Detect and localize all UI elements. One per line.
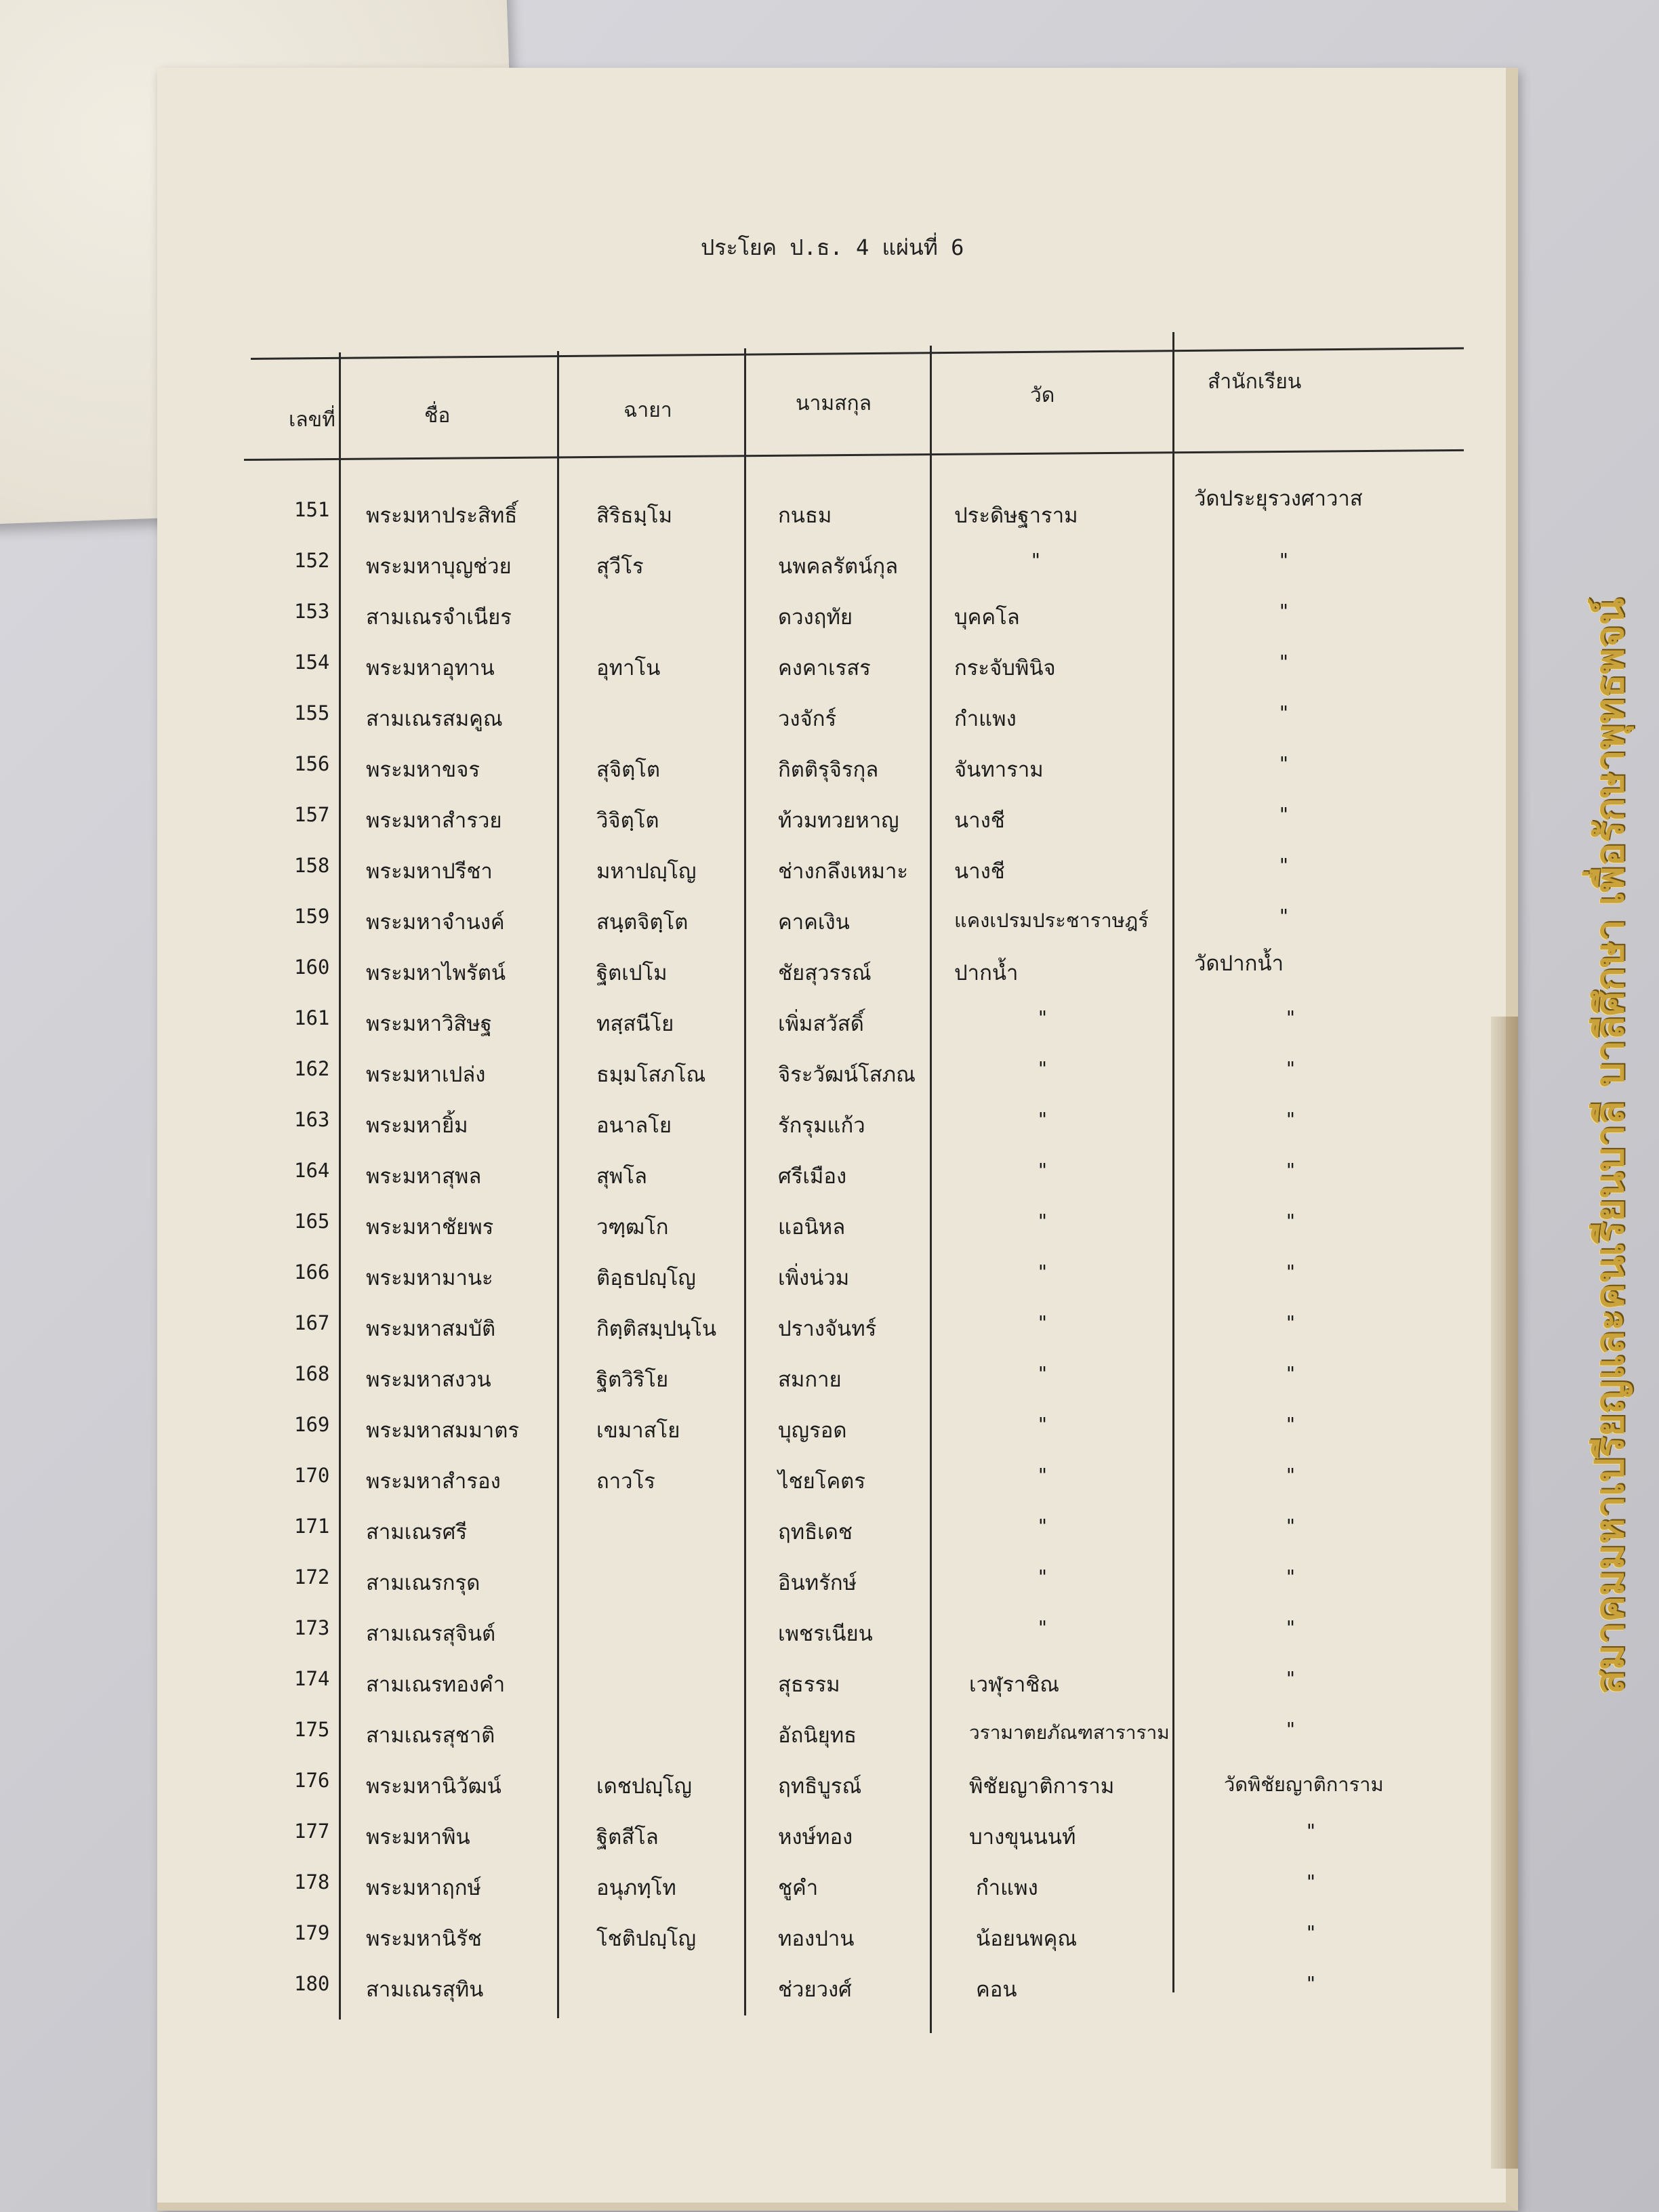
row-surname: สุธรรม [778, 1673, 840, 1697]
table-row [0, 1616, 1659, 1666]
table-row [0, 1464, 1659, 1514]
row-name: พระมหามานะ [366, 1266, 493, 1290]
row-surname: รักรุมแก้ว [778, 1113, 865, 1138]
row-number: 160 [294, 956, 330, 979]
row-chaya: วฑฺฒโก [596, 1215, 669, 1240]
row-surname: ฤทธิบูรณ์ [778, 1774, 862, 1799]
row-surname: ศรีเมือง [778, 1164, 847, 1189]
row-name: พระมหาสำรวย [366, 808, 502, 833]
row-school: " [1278, 905, 1290, 927]
row-number: 177 [294, 1820, 330, 1843]
row-school: " [1285, 1210, 1296, 1232]
row-wat: บุคคโล [954, 605, 1020, 630]
row-wat: นางชี [954, 808, 1005, 833]
row-wat: พิชัยญาติการาม [969, 1774, 1115, 1799]
row-surname: สมกาย [778, 1368, 842, 1392]
row-wat: นางชี [954, 859, 1005, 884]
header-chaya: ฉายา [623, 398, 672, 422]
table-row [0, 1870, 1659, 1921]
header-school: สำนักเรียน [1208, 370, 1302, 394]
watermark: สมาคมมหาเปรียญและคนเรียนบาลี บาลีศึกษา เพื่อรักษาพุทธพจน์ [1586, 598, 1633, 1694]
row-chaya: สุพโล [596, 1164, 648, 1189]
table-row [0, 1921, 1659, 1971]
row-name: พระมหาสุพล [366, 1164, 482, 1189]
table-row [0, 803, 1659, 853]
document-title: ประโยค ป.ธ. 4 แผ่นที่ 6 [701, 234, 964, 260]
row-surname: ท้วมทวยหาญ [778, 808, 899, 833]
row-wat: กำแพง [976, 1876, 1038, 1900]
row-surname: ปรางจันทร์ [778, 1317, 877, 1341]
row-school: " [1285, 1616, 1296, 1639]
row-number: 172 [294, 1565, 330, 1589]
row-school: " [1305, 1870, 1317, 1893]
table-row [0, 1718, 1659, 1768]
row-wat: กระจับพินิจ [954, 656, 1056, 680]
row-wat: " [1037, 1616, 1048, 1639]
row-chaya: ทสฺสนีโย [596, 1012, 674, 1036]
row-chaya: อนุภทฺโท [596, 1876, 676, 1900]
table-row [0, 951, 1659, 1006]
row-name: พระมหาชัยพร [366, 1215, 494, 1240]
row-school: " [1285, 1718, 1296, 1740]
row-name: พระมหาพิน [366, 1825, 470, 1849]
row-chaya: ฐิตวิริโย [596, 1368, 669, 1392]
row-wat: คอน [976, 1978, 1017, 2002]
header-surname: นามสกุล [796, 392, 872, 415]
row-surname: ทองปาน [778, 1927, 855, 1951]
row-surname: กิตติรุจิรกุล [778, 758, 879, 782]
row-number: 176 [294, 1769, 330, 1792]
row-surname: ชูคำ [778, 1876, 819, 1900]
row-school: " [1285, 1057, 1296, 1080]
row-wat: " [1037, 1006, 1048, 1029]
row-name: พระมหาปรีชา [366, 859, 493, 884]
table-row [0, 1769, 1659, 1819]
row-number: 159 [294, 905, 330, 928]
row-surname: คงคาเรสร [778, 656, 871, 680]
row-school: " [1305, 1972, 1317, 1994]
row-number: 155 [294, 701, 330, 724]
row-chaya: อุทาโน [596, 656, 661, 680]
row-school: " [1285, 1108, 1296, 1130]
table-row [0, 1820, 1659, 1870]
row-name: พระมหาไพรัตน์ [366, 961, 506, 985]
row-school: " [1278, 651, 1290, 673]
row-number: 180 [294, 1972, 330, 1995]
row-school: " [1285, 1413, 1296, 1435]
row-school: " [1278, 600, 1290, 622]
table-row [0, 1108, 1659, 1158]
table-row [0, 1413, 1659, 1463]
row-surname: วงจักร์ [778, 707, 837, 731]
row-chaya: เขมาสโย [596, 1418, 680, 1443]
row-wat: " [1037, 1108, 1048, 1130]
row-number: 170 [294, 1464, 330, 1487]
row-name: พระมหานิวัฒน์ [366, 1774, 501, 1799]
row-surname: หงษ์ทอง [778, 1825, 853, 1849]
row-number: 153 [294, 600, 330, 623]
table-row [0, 854, 1659, 904]
row-wat: น้อยนพคุณ [976, 1927, 1078, 1951]
row-surname: ไชยโคตร [778, 1469, 865, 1494]
row-chaya: ธมฺมโสภโณ [596, 1063, 706, 1087]
row-school: วัดประยุรวงศาวาส [1194, 487, 1363, 511]
row-school: " [1278, 854, 1290, 876]
row-name: พระมหาเปล่ง [366, 1063, 486, 1087]
row-chaya: ถาวโร [596, 1469, 655, 1494]
row-number: 156 [294, 752, 330, 775]
row-number: 178 [294, 1870, 330, 1893]
row-school: " [1278, 549, 1290, 571]
row-number: 179 [294, 1921, 330, 1944]
row-surname: ดวงฤทัย [778, 605, 853, 630]
row-name: สามเณรกรุด [366, 1571, 480, 1595]
row-wat: เวฬุราชิณ [969, 1673, 1060, 1697]
row-number: 173 [294, 1616, 330, 1639]
row-number: 151 [294, 498, 330, 521]
row-chaya: ติอฺธปญฺโญ [596, 1266, 696, 1290]
row-name: พระมหาบุญช่วย [366, 554, 512, 579]
table-row [0, 1159, 1659, 1209]
row-number: 174 [294, 1667, 330, 1690]
row-wat: " [1037, 1057, 1048, 1080]
row-name: พระมหาขจร [366, 758, 480, 782]
row-chaya: สนฺตจิตฺโต [596, 910, 689, 935]
row-surname: เพิ่มสวัสดิ์ [778, 1012, 864, 1036]
row-name: สามเณรสุชาติ [366, 1723, 495, 1748]
row-wat: " [1037, 1464, 1048, 1486]
table-row [0, 1362, 1659, 1412]
row-chaya: ฐิตเปโม [596, 961, 668, 985]
row-number: 175 [294, 1718, 330, 1741]
row-school: " [1285, 1362, 1296, 1385]
row-name: พระมหาฤกษ์ [366, 1876, 481, 1900]
row-surname: อินทรักษ์ [778, 1571, 857, 1595]
row-name: สามเณรสุทิน [366, 1978, 484, 2002]
row-surname: อัถนิยุทธ [778, 1723, 857, 1748]
row-wat: บางขุนนนท์ [969, 1825, 1076, 1849]
row-number: 152 [294, 549, 330, 572]
row-number: 163 [294, 1108, 330, 1131]
table-row [0, 1515, 1659, 1565]
table-row [0, 549, 1659, 599]
table-row [0, 905, 1659, 955]
row-number: 158 [294, 854, 330, 877]
row-school: " [1285, 1311, 1296, 1334]
table-row [0, 651, 1659, 701]
table-row [0, 752, 1659, 802]
row-number: 167 [294, 1311, 330, 1334]
row-number: 171 [294, 1515, 330, 1538]
row-wat: " [1037, 1311, 1048, 1334]
row-name: สามเณรศรี [366, 1520, 468, 1544]
row-surname: คาคเงิน [778, 910, 850, 935]
row-name: พระมหาสมมาตร [366, 1418, 519, 1443]
row-number: 169 [294, 1413, 330, 1436]
row-name: พระมหาสงวน [366, 1368, 491, 1392]
row-name: สามเณรสมคูณ [366, 707, 503, 731]
row-wat: " [1037, 1210, 1048, 1232]
table-row [0, 1972, 1659, 2022]
row-number: 166 [294, 1261, 330, 1284]
row-number: 168 [294, 1362, 330, 1385]
row-wat: ปากน้ำ [954, 961, 1019, 985]
row-school: " [1285, 1006, 1296, 1029]
row-school: " [1285, 1159, 1296, 1181]
row-surname: กนธม [778, 504, 832, 528]
row-wat: " [1037, 1413, 1048, 1435]
row-school: วัดพิชัยญาติการาม [1224, 1773, 1384, 1796]
row-name: พระมหาประสิทธิ์ [366, 504, 518, 528]
row-school: " [1305, 1820, 1317, 1842]
row-surname: แอนิหล [778, 1215, 846, 1240]
row-number: 165 [294, 1210, 330, 1233]
row-surname: เพิ่งน่วม [778, 1266, 850, 1290]
row-chaya: โชติปญฺโญ [596, 1927, 696, 1951]
row-surname: จิระวัฒน์โสภณ [778, 1063, 916, 1087]
row-number: 161 [294, 1006, 330, 1029]
row-school: " [1285, 1515, 1296, 1537]
row-surname: นพคลรัตน์กุล [778, 554, 899, 579]
header-no: เลขที่ [289, 408, 335, 432]
row-chaya: สุวีโร [596, 554, 644, 579]
row-name: พระมหายิ้ม [366, 1113, 468, 1138]
row-surname: เพชรเนียน [778, 1622, 873, 1646]
table-row [0, 1261, 1659, 1311]
row-name: สามเณรทองคำ [366, 1673, 506, 1697]
row-school: " [1278, 701, 1290, 724]
row-number: 162 [294, 1057, 330, 1080]
row-wat: " [1037, 1515, 1048, 1537]
row-name: พระมหาอุทาน [366, 656, 495, 680]
row-surname: ฤทธิเดช [778, 1520, 853, 1544]
table-row [0, 1210, 1659, 1260]
row-wat: ประดิษฐาราม [954, 504, 1078, 528]
row-wat: " [1037, 1261, 1048, 1283]
header-name: ชื่อ [424, 404, 451, 428]
header-wat: วัด [1030, 384, 1055, 407]
row-school: วัดปากน้ำ [1194, 951, 1284, 976]
row-surname: ช่วยวงศ์ [778, 1978, 852, 2002]
row-chaya: อนาลโย [596, 1113, 672, 1138]
row-chaya: สุจิตฺโต [596, 758, 660, 782]
row-surname: ช่างกลึงเหมาะ [778, 859, 909, 884]
row-name: พระมหาวิสิษฐ [366, 1012, 492, 1036]
table-row [0, 1057, 1659, 1107]
row-number: 164 [294, 1159, 330, 1182]
row-chaya: สิริธมฺโม [596, 504, 673, 528]
row-number: 157 [294, 803, 330, 826]
row-wat: " [1030, 549, 1042, 571]
row-wat: " [1037, 1159, 1048, 1181]
table-row [0, 1311, 1659, 1361]
row-surname: ชัยสุวรรณ์ [778, 961, 872, 985]
row-school: " [1285, 1565, 1296, 1588]
row-chaya: เดชปญฺโญ [596, 1774, 692, 1799]
row-chaya: ฐิตสีโล [596, 1825, 659, 1849]
row-number: 154 [294, 651, 330, 674]
row-chaya: กิตฺติสมฺปนฺโน [596, 1317, 717, 1341]
row-wat: " [1037, 1362, 1048, 1385]
row-name: สามเณรจำเนียร [366, 605, 512, 630]
row-name: พระมหาสมบัติ [366, 1317, 496, 1341]
row-school: " [1285, 1261, 1296, 1283]
row-chaya: มหาปญฺโญ [596, 859, 697, 884]
row-name: พระมหาสำรอง [366, 1469, 501, 1494]
row-wat: แคงเปรมประชาราษฎร์ [954, 909, 1149, 932]
table-row [0, 487, 1659, 548]
row-school: " [1278, 803, 1290, 825]
table-row [0, 1006, 1659, 1057]
row-surname: บุญรอด [778, 1418, 847, 1443]
row-wat: กำแพง [954, 707, 1017, 731]
row-school: " [1278, 752, 1290, 775]
table-row [0, 1565, 1659, 1616]
row-school: " [1305, 1921, 1317, 1944]
row-name: สามเณรสุจินต์ [366, 1622, 496, 1646]
table-row [0, 600, 1659, 650]
row-school: " [1285, 1667, 1296, 1689]
row-name: พระมหานิรัช [366, 1927, 482, 1951]
row-wat: " [1037, 1565, 1048, 1588]
row-name: พระมหาจำนงค์ [366, 910, 505, 935]
row-school: " [1285, 1464, 1296, 1486]
table-row [0, 701, 1659, 752]
table-row [0, 1667, 1659, 1717]
row-chaya: วิจิตฺโต [596, 808, 659, 833]
row-wat: จันทาราม [954, 758, 1044, 782]
row-wat: วรามาตยภัณฑสาราราม [969, 1721, 1170, 1744]
